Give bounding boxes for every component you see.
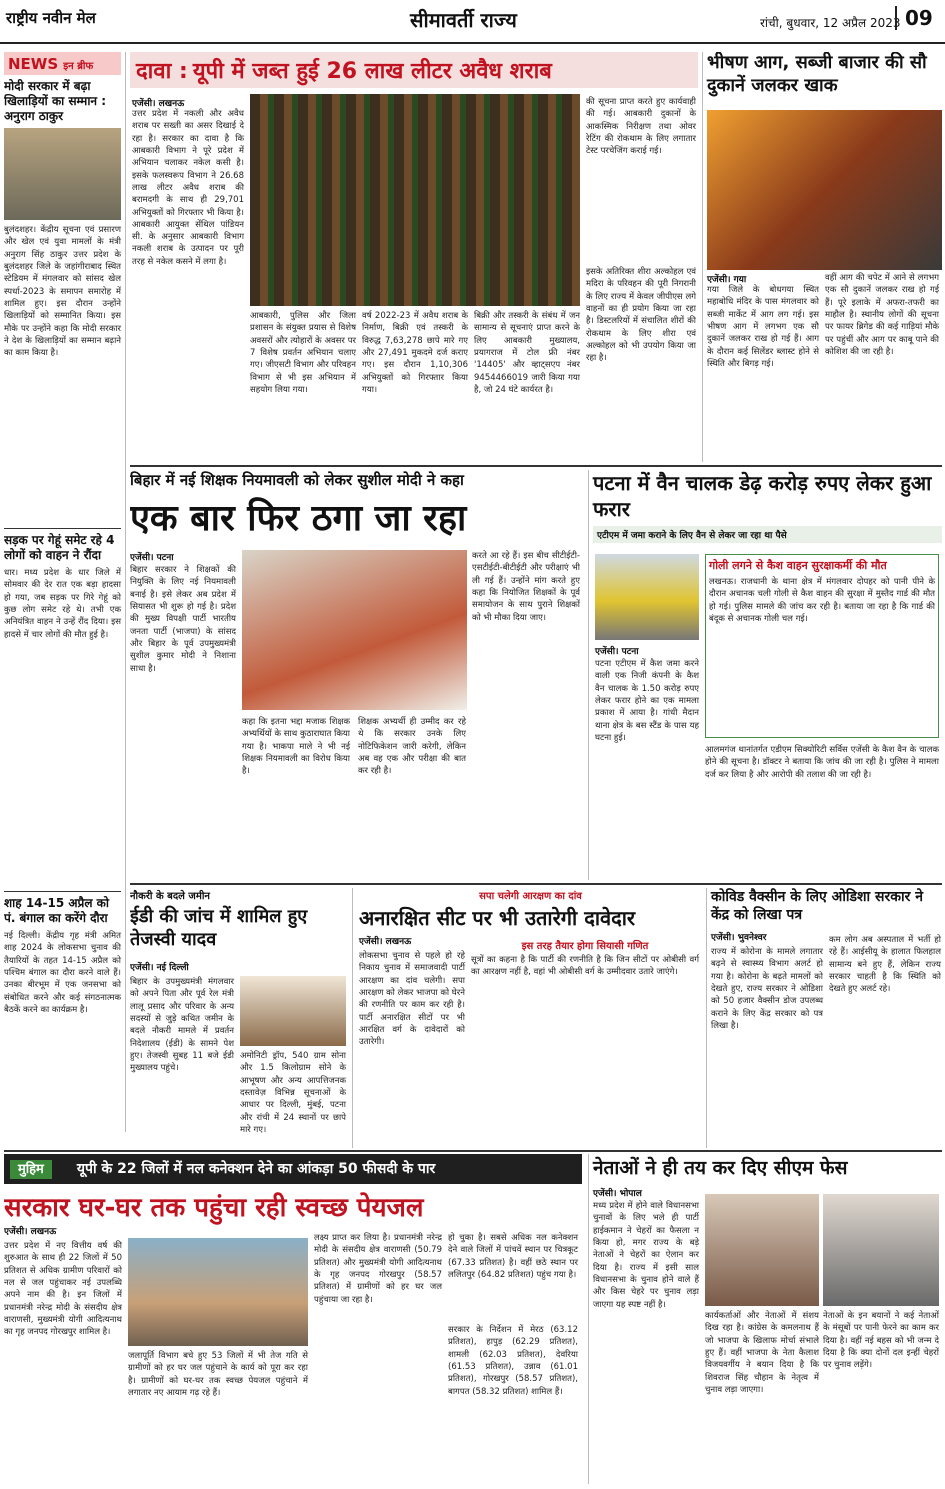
divider	[4, 891, 121, 892]
liquor-col-3: वर्ष 2022-23 में अवैध शराब के निर्माण, बिक्री एवं तस्करी के विरुद्ध 7,63,278 छापे मारे गए और 27,491 मुकदमे दर्ज कराए गए। इस दौरान 1,10,306 अभियुक्तों को गिरफ्तार किया गया।	[362, 311, 468, 395]
sidebar-news-brief	[4, 52, 126, 1132]
fire-byline: एजेंसी। गया	[707, 275, 747, 285]
tejashwi-photo	[240, 976, 346, 1046]
odisha-body-2: कम लोग अब अस्पताल में भर्ती हो रहे हैं। आईसीयू के हालात फिलहाल सामान्य बने हुए हैं, लेकिन राज्य सरकार चाहती है कि स्थिति को देखते हुए अलर्ट रहे।	[829, 935, 941, 995]
water-photo	[128, 1238, 308, 1346]
brief-body-3: नई दिल्ली। केंद्रीय गृह मंत्री अमित शाह 2024 के लोकसभा चुनाव की तैयारियों के तहत 14-15 अप्रैल को पश्चिम बंगाल का दौरा करने वाले हैं। उनका बीरभूम में एक जनसभा को संबोधित करने और कई संगठनात्मक बैठकें करने का कार्यक्रम है।	[4, 931, 121, 1015]
divider	[4, 1150, 942, 1152]
patna-subhead: एटीएम में जमा कराने के लिए वैन से लेकर जा रहा था पैसे	[593, 526, 942, 543]
story-reservation	[352, 888, 702, 1148]
bihar-headline: एक बार फिर ठगा जा रहा	[130, 498, 467, 539]
reservation-kicker: सपा चलेगी आरक्षण का दांव	[479, 891, 582, 902]
patna-photo	[595, 554, 699, 640]
patna-box-body: लखनऊ। राजधानी के थाना क्षेत्र में मंगलवार दोपहर को पानी पीने के दौरान अचानक चली गोली से कैश वाहन की सुरक्षा में मुस्तैद गार्ड की मौत हो गई। पुलिस मामले की जांच कर रही है। बताया जा रहा है कि गार्ड की बंदूक से अचानक गोली चल गई।	[709, 577, 935, 624]
reservation-subhead: इस तरह तैयार होगा सियासी गणित	[521, 941, 649, 952]
bihar-byline: एजेंसी। पटना	[130, 553, 174, 563]
water-kicker-bar	[4, 1154, 582, 1184]
story-bihar-teachers	[130, 470, 582, 880]
tejashwi-byline: एजेंसी। नई दिल्ली	[130, 963, 189, 973]
story-odisha-vaccine	[706, 888, 942, 1148]
reservation-body-2: सूत्रों का कहना है कि पार्टी की रणनीति है कि जिन सीटों पर ओबीसी वर्ग का आरक्षण नहीं है, वहां भी ओबीसी वर्ग के उम्मीदवार उतारे जाएंगे।	[471, 955, 699, 978]
water-col-3: लक्ष्य प्राप्त कर लिया है। प्रधानमंत्री नरेन्द्र मोदी के संसदीय क्षेत्र वाराणसी (50.79 प्रतिशत) और मुख्यमंत्री योगी आदित्यनाथ के गृह जनपद गोरखपुर (58.57 प्रतिशत) में ग्रामीणों को हर घर जल पहुंचाया जा रहा है।	[314, 1233, 442, 1305]
brief-body-2: धार। मध्य प्रदेश के धार जिले में सोमवार की देर रात एक बड़ा हादसा हो गया, जब सड़क पर गिरे गेहूं को कुछ लोग समेट रहे थे। तभी एक अनियंत्रित वाहन ने उन्हें रौंद दिया। इस हादसे में चार लोगों की मौत हुई है।	[4, 568, 121, 640]
brief-headline-2: सड़क पर गेहूं समेट रहे 4 लोगों को वाहन ने रौंदा	[4, 533, 115, 562]
brief-body-1: बुलंदशहर। केंद्रीय सूचना एवं प्रसारण और खेल एवं युवा मामलों के मंत्री अनुराग सिंह ठाकुर उत्तर प्रदेश के बुलंदशहर जिले के जहांगीराबाद स्थित स्टेडियम में मंगलवार को सांसद खेल स्पर्धा-2023 के समापन समारोह में शामिल हुए। इस दौरान उन्होंने खिलाड़ियों को सम्मानित किया। इस मौके पर उन्होंने कहा कि मोदी सरकार ने देश के खिलाड़ियों का सम्मान बढ़ाने का काम किया है।	[4, 225, 121, 359]
page-number: 09	[895, 6, 933, 30]
dateline: रांची, बुधवार, 12 अप्रैल 2023	[760, 16, 901, 30]
leaders-byline: एजेंसी। भोपाल	[593, 1189, 642, 1199]
leaders-col-1: मध्य प्रदेश में होने वाले विधानसभा चुनावों के लिए भले ही पार्टी हाईकमान ने चेहरों का फैसला न किया हो, मगर राज्य के बड़े नेताओं ने चेहरों का ऐलान कर दिया है। राज्य में इसी साल विधानसभा के चुनाव होने वाले हैं और किस चेहरे पर चुनाव लड़ा जाएगा यह स्पष्ट नहीं है।	[593, 1201, 699, 1310]
reservation-headline: अनारक्षित सीट पर भी उतारेगी दावेदार	[359, 906, 636, 930]
divider	[130, 883, 942, 885]
story-water	[4, 1154, 582, 1484]
leaders-photo-1	[705, 1194, 819, 1306]
bihar-kicker: बिहार में नई शिक्षक नियमावली को लेकर सुशील मोदी ने कहा	[130, 471, 464, 489]
bihar-col-3: शिक्षक अभ्यर्थी ही उम्मीद कर रहे थे कि सरकार उनके लिए नोटिफिकेशन जारी करेगी, लेकिन अब वह एक और परीक्षा की बात कर रही है।	[358, 717, 466, 777]
brief-label: इन ब्रीफ	[63, 61, 94, 72]
brief-headline-3: शाह 14-15 अप्रैल को पं. बंगाल का करेंगे दौरा	[4, 896, 110, 925]
news-label: NEWS	[8, 55, 59, 73]
leaders-headline: नेताओं ने ही तय कर दिए सीएम फेस	[593, 1157, 848, 1179]
odisha-body: राज्य में कोरोना के मामले लगातार बढ़ने से स्वास्थ्य विभाग अलर्ट हो गया है। कोरोना के बढ़ते मामलों को देखते हुए, राज्य सरकार ने ओडिशा को 50 हजार वैक्सीन डोज उपलब्ध कराने के लिए केंद्र सरकार को पत्र लिखा है।	[711, 947, 823, 1031]
patna-byline: एजेंसी। पटना	[595, 647, 639, 657]
tejashwi-body-2: अमोनिटी ड्रॉप, 540 ग्राम सोना और 1.5 किलोग्राम सोने के आभूषण और अन्य आपत्तिजनक दस्तावेज़ विभिन्न सूचनाओं के आधार पर दिल्ली, मुंबई, पटना और रांची में 24 स्थानों पर छापे मारे गए।	[240, 1051, 346, 1135]
water-byline: एजेंसी। लखनऊ	[4, 1227, 57, 1237]
bihar-col-2: कहा कि इतना भद्दा मजाक शिक्षक अभ्यर्थियों के साथ कुठाराघात किया गया है। भाकपा माले ने भी नई शिक्षक नियमावली का विरोध किया है।	[242, 717, 350, 777]
patna-headline: पटना में वैन चालक डेढ़ करोड़ रुपए लेकर हुआ फरार	[593, 471, 932, 521]
water-tag: मुहिम	[10, 1160, 52, 1179]
story-fire	[702, 52, 942, 462]
bihar-col-4: करते आ रहे हैं। इस बीच सीटीईटी-एसटीईटी-बीटीईटी और परीक्षाएं भी ली गई हैं। उन्होंने मांग करते हुए कहा कि नियोजित शिक्षकों के पूर्व समायोजन के साथ पुराने शिक्षकों को भी मौका दिया जाए।	[472, 551, 580, 623]
story-liquor	[130, 52, 698, 462]
brief-photo-1	[4, 128, 121, 220]
liquor-col-4: बिक्री और तस्करी के संबंध में जन सामान्य से सूचनाएं प्राप्त करने के लिए आबकारी मुख्यालय, प्रयागराज में टोल फ्री नंबर '14405' और व्हाट्सएप नंबर 9454466019 जारी किया गया है, जो 24 घंटे कार्यरत है।	[474, 311, 580, 395]
patna-box-headline: गोली लगने से कैश वाहन सुरक्षाकर्मी की मौत	[709, 559, 887, 572]
liquor-kicker: दावा :	[136, 59, 188, 84]
odisha-byline: एजेंसी। भुवनेश्वर	[711, 933, 767, 943]
brief-headline-1: मोदी सरकार में बढ़ा खिलाड़ियों का सम्मान : अनुराग ठाकुर	[4, 79, 107, 123]
liquor-col-6: इसके अतिरिक्त शीरा अल्कोहल एवं मदिरा के परिवहन की पूरी निगरानी के लिए राज्य में केवल जीपीएस लगे वाहनों का ही प्रयोग किया जा रहा है। डिस्टलरियों में संचालित शीरों की रोकथाम के लिए शीरा एवं अल्कोहल को भी उपयोग किया जा रहा है।	[586, 267, 696, 364]
water-col-1: उत्तर प्रदेश में नए वित्तीय वर्ष की शुरुआत के साथ ही 22 जिलों में 50 प्रतिशत से अधिक ग्रामीण परिवारों को नल से जल पहुंचाकर नई उपलब्धि अपने नाम की है। इन जिलों में प्रधानमंत्री नरेन्द्र मोदी के संसदीय क्षेत्र वाराणसी, मुख्यमंत्री योगी आदित्यनाथ का गृह जनपद गोरखपुर शामिल है।	[4, 1241, 122, 1338]
reservation-body: लोकसभा चुनाव से पहले हो रहे निकाय चुनाव में समाजवादी पार्टी आरक्षण का दांव चलेगी। सपा आरक्षण को लेकर भाजपा को घेरने की रणनीति पर काम कर रही है। पार्टी अनारक्षित सीटों पर भी आरक्षित वर्ग के दावेदारों को उतारेगी।	[359, 951, 465, 1048]
odisha-headline: कोविड वैक्सीन के लिए ओडिशा सरकार ने केंद्र को लिखा पत्र	[711, 889, 923, 924]
masthead	[0, 0, 945, 44]
fire-headline: भीषण आग, सब्जी बाजार की सौ दुकानें जलकर खाक	[707, 52, 927, 96]
patna-body: पटना एटीएम में कैश जमा करने वाली एक निजी कंपनी के कैश वैन चालक के 1.50 करोड़ रुपए लेकर फरार होने का एक मामला प्रकाश में आया है। गांधी मैदान थाना क्षेत्र के बस स्टैंड के पास यह घटना हुई।	[595, 659, 699, 743]
reservation-byline: एजेंसी। लखनऊ	[359, 937, 412, 947]
tejashwi-headline: ईडी की जांच में शामिल हुए तेजस्वी यादव	[130, 906, 308, 951]
water-kicker: यूपी के 22 जिलों में नल कनेक्शन देने का आंकड़ा 50 फीसदी के पार	[76, 1161, 436, 1177]
liquor-byline: एजेंसी। लखनऊ	[132, 99, 185, 109]
patna-body-2: आलमगंज थानांतर्गत एडीएम सिक्योरिटी सर्विस एजेंसी के कैश वैन के चालक होने की सूचना है। डॉक्टर ने बताया कि जांच की जा रही है। पुलिस ने मामला दर्ज कर लिया है और आरोपी की तलाश की जा रही है।	[705, 745, 939, 780]
fire-col-2: वहीं आग की चपेट में आने से लगभग एक सौ दुकानें जलकर राख हो गई हैं। पूरे इलाके में अफरा-तफरी का माहौल है। स्थानीय लोगों की सूचना पर फायर ब्रिगेड की कई गाड़ियां मौके पर पहुंचीं और आग पर काबू पाने की कोशिश की जा रही है।	[825, 273, 939, 357]
fire-col-1: गया जिले के बोधगया स्थित महाबोधि मंदिर के पास मंगलवार को सब्जी मार्केट में आग लग गई। इस भीषण आग में लगभग एक सौ दुकानें जलकर राख हो गई हैं। आग के दौरान कई सिलेंडर ब्लास्ट होने से स्थिति और बिगड़ गई।	[707, 285, 819, 369]
story-tejashwi	[130, 888, 348, 1148]
leaders-photo-2	[823, 1194, 939, 1306]
paper-name: राष्ट्रीय नवीन मेल	[6, 9, 96, 27]
water-col-2: जलापूर्ति विभाग बचे हुए 53 जिलों में भी तेज गति से ग्रामीणों को हर घर जल पहुंचाने के कार्य को पूरा कर रहा है। ग्रामीणों को घर-घर तक स्वच्छ पेयजल पहुंचाने में लगातार नए आयाम गढ़ रहे हैं।	[128, 1351, 308, 1398]
liquor-headline-bar	[130, 52, 698, 88]
water-headline: सरकार घर-घर तक पहुंचा रही स्वच्छ पेयजल	[4, 1193, 424, 1223]
tejashwi-kicker: नौकरी के बदले जमीन	[130, 891, 210, 902]
fire-photo	[707, 110, 942, 270]
divider	[130, 465, 942, 467]
bihar-col-1: बिहार सरकार ने शिक्षकों की नियुक्ति के लिए नई नियमावली बनाई है। इसे लेकर अब प्रदेश में सियासत भी शुरू हो गई है। प्रदेश की मुख्य विपक्षी पार्टी भारतीय जनता पार्टी (भाजपा) के सांसद और बिहार के पूर्व उपमुख्यमंत्री सुशील कुमार मोदी ने निशाना साधा है।	[130, 565, 236, 674]
story-leaders	[588, 1154, 942, 1484]
tejashwi-body: बिहार के उपमुख्यमंत्री मंगलवार को अपने पिता और पूर्व रेल मंत्री लालू प्रसाद और परिवार के अन्य सदस्यों से जुड़े कथित जमीन के बदले नौकरी मामले में प्रवर्तन निदेशालय (ईडी) के सामने पेश हुए। तेजस्वी सुबह 11 बजे ईडी मुख्यालय पहुंचे।	[130, 977, 234, 1074]
divider	[4, 528, 121, 529]
liquor-col-5: की सूचना प्राप्त करते हुए कार्यवाही की गई। आबकारी दुकानों के आकस्मिक निरीक्षण तथा ओवर रेटिंग की रोकथाम के लिए लगातार टेस्ट परचेजिंग कराई गई।	[586, 97, 696, 157]
leaders-col-2: कार्यकर्ताओं और नेताओं में संशय दिख रहा है। कांग्रेस के कमलनाथ हैं जो भाजपा के खिलाफ मोर्चा संभाले हुए हैं। वहीं भाजपा के नेता कैलाश विजयवर्गीय ने बयान दिया है कि शिवराज सिंह चौहान के नेतृत्व में चुनाव लड़ा जाएगा।	[705, 1311, 819, 1395]
leaders-col-3: नेताओं के इन बयानों ने कई नेताओं के मंसूबों पर पानी फेरने का काम कर दिया है। वहीं नई बहस को भी जन्म दे दिया है कि क्या दोनों दल इन्हीं चेहरों पर चुनाव लड़ेंगे।	[823, 1311, 939, 1371]
water-col-5: सरकार के निर्देशन में मेरठ (63.12 प्रतिशत), हापुड़ (62.29 प्रतिशत), शामली (62.03 प्रतिशत), देवरिया (61.53 प्रतिशत), उन्नाव (61.01 प्रतिशत), गोरखपुर (58.57 प्रतिशत), बागपत (58.32 प्रतिशत) शामिल हैं।	[448, 1325, 578, 1397]
liquor-headline: यूपी में जब्त हुई 26 लाख लीटर अवैध शराब	[192, 59, 552, 84]
section-title: सीमावर्ती राज्य	[410, 8, 517, 32]
news-brief-label	[4, 52, 121, 75]
water-col-4: हो चुका है। सबसे अधिक नल कनेक्शन देने वाले जिलों में पांचवें स्थान पर चित्रकूट (67.33 प्रतिशत) है। वहीं छठे स्थान पर ललितपुर (64.82 प्रतिशत) पहुंच गया है।	[448, 1233, 578, 1280]
bihar-photo	[242, 550, 467, 710]
liquor-col-2: आबकारी, पुलिस और जिला प्रशासन के संयुक्त प्रयास से विशेष अवसरों और त्योहारों के अवसर पर 7 विशेष प्रवर्तन अभियान चलाए गए। जीएसटी विभाग और परिवहन विभाग से भी इस अभियान में सहयोग लिया गया।	[250, 311, 356, 395]
liquor-col-1: उत्तर प्रदेश में नकली और अवैध शराब पर सख्ती का असर दिखाई दे रहा है। सरकार का दावा है कि आबकारी विभाग ने पूरे प्रदेश में अभियान चलाकर नकेल कसी है। इसके फलस्वरूप विभाग ने 26.68 लाख लीटर अवैध शराब की बरामदगी के साथ ही 29,701 अभियुक्तों को गिरफ्तार भी किया है। आबकारी आयुक्त सेंथिल पांडियन सी. के अनुसार आबकारी विभाग नकली शराब के उत्पादन पर पूरी तरह से नकेल कसने में लगा है।	[132, 109, 244, 267]
patna-box	[705, 554, 939, 738]
liquor-photo	[250, 94, 580, 306]
story-patna-van	[588, 470, 942, 880]
